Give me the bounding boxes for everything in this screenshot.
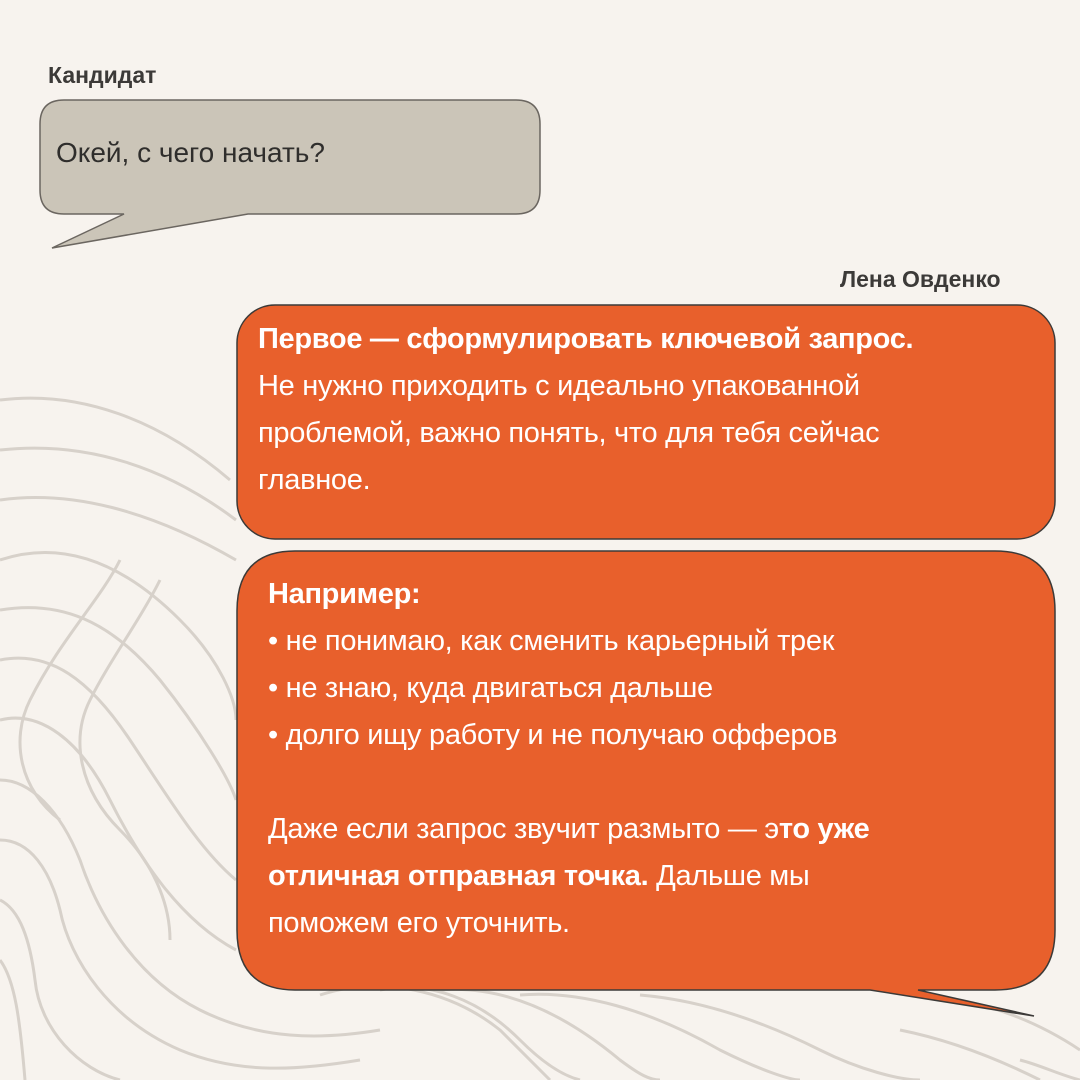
candidate-bubble <box>40 100 540 248</box>
bullet-item: • долго ищу работу и не получаю офферов <box>268 719 838 751</box>
message-1-line: Не нужно приходить с идеально упакованной <box>258 370 860 402</box>
candidate-name: Кандидат <box>48 62 157 88</box>
message-1-line: главное. <box>258 464 371 496</box>
message-1-heading: Первое — сформулировать ключевой запрос. <box>258 323 914 355</box>
bullet-item: • не понимаю, как сменить карьерный трек <box>268 625 835 657</box>
message-2-heading: Например: <box>268 578 421 610</box>
lena-name: Лена Овденко <box>840 266 1001 292</box>
message-2-paragraph-line: отличная отправная точка. Дальше мы <box>268 860 810 892</box>
lena-message-1 <box>258 316 1038 504</box>
bullet-item: • не знаю, куда двигаться дальше <box>268 672 713 704</box>
candidate-message: Окей, с чего начать? <box>56 137 325 168</box>
message-2-paragraph-line: Даже если запрос звучит размыто — это уже <box>268 813 870 845</box>
message-2-paragraph-line: поможем его уточнить. <box>268 907 570 939</box>
lena-message-2 <box>268 571 1038 947</box>
message-1-line: проблемой, важно понять, что для тебя сейчас <box>258 417 880 449</box>
